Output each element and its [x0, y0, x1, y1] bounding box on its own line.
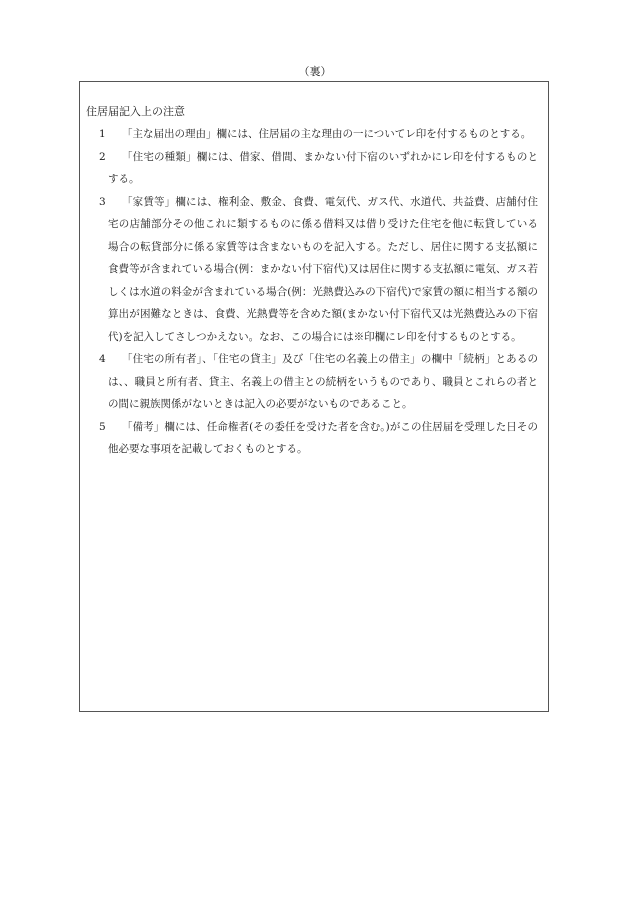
note-item-3 [80, 191, 548, 349]
note-text: 「家賃等」欄には、権利金、敷金、食費、電気代、ガス代、水道代、共益費、店舗付住宅の店舗部分その他これに類するものに係る借料又は借り受けた住宅を他に転貸している場合の転貸部分に係る家賃等は含まないものを記入する。ただし、居住に関する支払額に食費等が含まれている場合(例：まかない付下宿代)又は居住に関する支払額に電気、ガス若しくは水道の料金が含まれている場合(例：光熱費込みの下宿代)で家賃の額に相当する額の算出が困難なときは、食費、光熱費等を含めた額(まかない付下宿代又は光熱費込みの下宿代)を記入してさしつかえない。なお、この場合には※印欄にレ印を付するものとする。 [108, 195, 538, 343]
notes-heading: 住居届記入上の注意 [86, 105, 185, 118]
note-text: 「住宅の種類」欄には、借家、借間、まかない付下宿のいずれかにレ印を付するものとする。 [108, 150, 538, 185]
note-text: 「備考」欄には、任命権者(その委任を受けた者を含む。)がこの住居届を受理した日その他必要な事項を記載しておくものとする。 [108, 420, 538, 455]
note-number: 2 [99, 150, 106, 163]
note-item-5 [80, 416, 548, 461]
note-item-2 [80, 146, 548, 191]
note-number: 3 [99, 195, 106, 208]
note-text: 「主な届出の理由」欄には、住居届の主な理由の一についてレ印を付するものとする。 [122, 128, 532, 140]
notes-frame [79, 81, 549, 712]
notes-list [80, 123, 548, 461]
note-number: 5 [99, 420, 106, 433]
note-number: 1 [99, 128, 106, 140]
page-side-label: （裏） [298, 65, 332, 78]
note-number: 4 [99, 353, 106, 365]
note-item-1 [80, 123, 548, 146]
note-item-4 [80, 348, 548, 416]
note-text: 「住宅の所有者」、「住宅の貸主」及び「住宅の名義上の借主」の欄中「続柄」とあるのは、、職員と所有者、貸主、名義上の借主との続柄をいうものであり、職員とこれらの者との間に親族関係がないときは記入の必要がないものであること。 [108, 353, 538, 410]
